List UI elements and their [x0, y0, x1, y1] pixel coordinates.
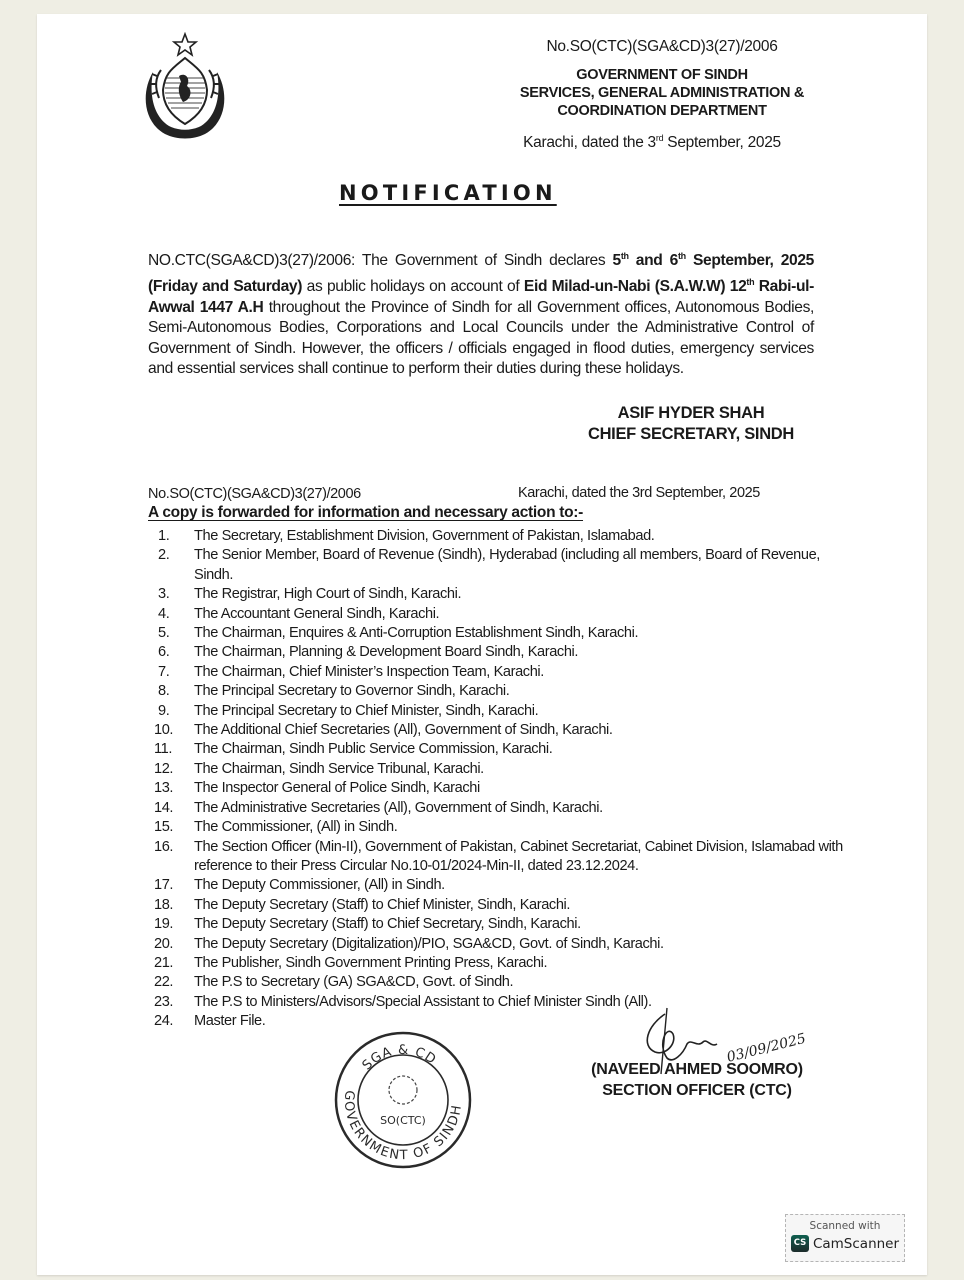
recipient-number: 15.: [154, 819, 174, 836]
recipient-text: The Senior Member, Board of Revenue (Sindh), Hyderabad (including all members, Board of Revenue, Sindh.: [194, 547, 820, 583]
svg-text:SGA & CD: SGA & CD: [359, 1042, 440, 1074]
recipient-text: The Chairman, Chief Minister’s Inspection Team, Karachi.: [194, 663, 544, 680]
recipient-text: The Secretary, Establishment Division, Government of Pakistan, Islamabad.: [194, 528, 655, 544]
recipient-list-item: [148, 663, 848, 682]
recipient-text: The Deputy Secretary (Staff) to Chief Minister, Sindh, Karachi.: [194, 896, 571, 913]
recipient-list-item: [148, 527, 848, 546]
recipient-number: 14.: [154, 799, 174, 816]
recipient-text: The Principal Secretary to Chief Minister, Sindh, Karachi.: [194, 702, 539, 719]
recipient-list-item: [148, 682, 848, 701]
scanned-with-label: Scanned with: [809, 1220, 881, 1232]
recipient-text: The Additional Chief Secretaries (All), Government of Sindh, Karachi.: [194, 722, 613, 739]
recipient-text: The Chairman, Sindh Service Tribunal, Karachi.: [194, 760, 484, 777]
recipient-text: The Chairman, Planning & Development Board Sindh, Karachi.: [194, 644, 579, 661]
forwarding-heading: A copy is forwarded for information and necessary action to:-: [148, 504, 584, 521]
recipient-text: The Registrar, High Court of Sindh, Karachi.: [194, 586, 462, 603]
recipient-list-item: [148, 779, 848, 798]
org-line-3: COORDINATION DEPARTMENT: [557, 103, 767, 119]
recipient-number: 1.: [158, 528, 170, 544]
signatory-name: (NAVEED AHMED SOOMRO): [591, 1061, 803, 1078]
recipient-text: Master File.: [194, 1013, 266, 1030]
signatory-title: SECTION OFFICER (CTC): [602, 1082, 792, 1099]
recipient-number: 19.: [154, 916, 174, 933]
recipient-text: The Deputy Commissioner, (All) in Sindh.: [194, 877, 445, 894]
recipient-text: The Inspector General of Police Sindh, Karachi: [194, 780, 480, 797]
forwarding-date: Karachi, dated the 3rd September, 2025: [518, 485, 760, 501]
recipient-list-item: [148, 760, 848, 779]
recipient-number: 10.: [154, 722, 174, 739]
recipient-number: 16.: [154, 838, 174, 855]
camscanner-brand: [786, 1235, 904, 1252]
sindh-emblem-icon: [135, 32, 235, 142]
header-organization: [467, 66, 857, 120]
recipient-text: The P.S to Ministers/Advisors/Special Assistant to Chief Minister Sindh (All).: [194, 993, 652, 1010]
recipient-list: [148, 527, 848, 1032]
svg-text:03/09/2025: 03/09/2025: [725, 1030, 808, 1066]
org-line-1: GOVERNMENT OF SINDH: [576, 67, 748, 83]
recipient-list-item: [148, 799, 848, 818]
section-officer-signature-block: [567, 1059, 827, 1101]
chief-secretary-signature-block: [557, 403, 825, 445]
recipient-text: The Commissioner, (All) in Sindh.: [194, 819, 398, 836]
recipient-number: 20.: [154, 935, 174, 952]
svg-text:GOVERNMENT OF SINDH: GOVERNMENT OF SINDH: [340, 1089, 466, 1164]
recipient-number: 4.: [158, 605, 170, 622]
notification-body: NO.CTC(SGA&CD)3(27)/2006: The Government of Sindh declares 5th and 6th September, 2025 (Friday and Saturday) as public holidays on account of Eid Milad-un-Nabi (S.A.W.W) 12th Rabi-ul-Awwal 1447 A.H throughout the Province of Sindh for all Government offices, Autonomous Bodies, Semi-Autonomous Bodies, Corporations and Local Councils under the Administrative Control of Government of Sindh. However, the officers / officials engaged in flood duties, emergency services and essential services shall continue to perform their duties during these holidays.: [148, 251, 815, 378]
recipient-list-item: [148, 838, 848, 877]
recipient-text: The Accountant General Sindh, Karachi.: [194, 605, 440, 622]
recipient-number: 6.: [158, 644, 170, 661]
signatory-name: ASIF HYDER SHAH: [617, 404, 765, 422]
recipient-text: The Principal Secretary to Governor Sindh, Karachi.: [194, 683, 510, 700]
recipient-number: 23.: [154, 993, 174, 1010]
recipient-list-item: [148, 915, 848, 934]
header-date: Karachi, dated the 3rd September, 2025: [523, 133, 781, 152]
recipient-list-item: [148, 702, 848, 721]
recipient-text: The Chairman, Enquires & Anti-Corruption Establishment Sindh, Karachi.: [194, 625, 639, 642]
recipient-list-item: [148, 643, 848, 662]
org-line-2: SERVICES, GENERAL ADMINISTRATION &: [519, 85, 805, 101]
recipient-number: 2.: [158, 547, 170, 564]
recipient-text: The Deputy Secretary (Staff) to Chief Secretary, Sindh, Karachi.: [194, 916, 581, 933]
recipient-list-item: [148, 546, 848, 585]
official-stamp-icon: [333, 1026, 473, 1174]
notification-title: NOTIFICATION: [339, 181, 557, 205]
recipient-number: 7.: [158, 663, 170, 680]
svg-text:SO(CTC): SO(CTC): [380, 1114, 426, 1127]
recipient-number: 9.: [158, 702, 170, 719]
recipient-list-item: [148, 935, 848, 954]
recipient-list-item: [148, 973, 848, 992]
recipient-list-item: [148, 721, 848, 740]
recipient-number: 22.: [154, 974, 174, 991]
recipient-list-item: [148, 876, 848, 895]
recipient-text: The Section Officer (Min-II), Government of Pakistan, Cabinet Secretariat, Cabinet Division, Islamabad with reference to their Press Circular No.10-01/2024-Min-II, dated 23.12.2024.: [194, 838, 843, 874]
recipient-number: 13.: [154, 780, 174, 797]
recipient-list-item: [148, 896, 848, 915]
camscanner-logo-icon: CS: [791, 1235, 809, 1252]
recipient-list-item: [148, 954, 848, 973]
recipient-number: 8.: [158, 683, 170, 700]
recipient-list-item: [148, 818, 848, 837]
recipient-list-item: [148, 740, 848, 759]
document-page: [37, 14, 927, 1275]
recipient-text: The Chairman, Sindh Public Service Commission, Karachi.: [194, 741, 553, 758]
recipient-list-item: [148, 624, 848, 643]
recipient-number: 12.: [154, 760, 174, 777]
camscanner-brand-label: CamScanner: [812, 1235, 900, 1252]
recipient-number: 17.: [154, 877, 174, 894]
recipient-text: The P.S to Secretary (GA) SGA&CD, Govt. of Sindh.: [194, 974, 514, 991]
header-reference-number: No.SO(CTC)(SGA&CD)3(27)/2006: [546, 38, 778, 55]
recipient-number: 5.: [158, 625, 170, 642]
recipient-text: The Publisher, Sindh Government Printing Press, Karachi.: [194, 954, 548, 971]
recipient-number: 11.: [154, 741, 173, 758]
recipient-number: 3.: [158, 586, 170, 603]
recipient-number: 21.: [154, 954, 174, 971]
camscanner-watermark: [785, 1214, 905, 1262]
recipient-text: The Deputy Secretary (Digitalization)/PIO, SGA&CD, Govt. of Sindh, Karachi.: [194, 935, 664, 952]
recipient-list-item: [148, 605, 848, 624]
forwarding-reference-number: No.SO(CTC)(SGA&CD)3(27)/2006: [148, 486, 361, 502]
recipient-text: The Administrative Secretaries (All), Government of Sindh, Karachi.: [194, 799, 603, 816]
signatory-title: CHIEF SECRETARY, SINDH: [587, 425, 795, 443]
recipient-number: 24.: [154, 1013, 174, 1030]
recipient-list-item: [148, 585, 848, 604]
recipient-number: 18.: [154, 896, 174, 913]
